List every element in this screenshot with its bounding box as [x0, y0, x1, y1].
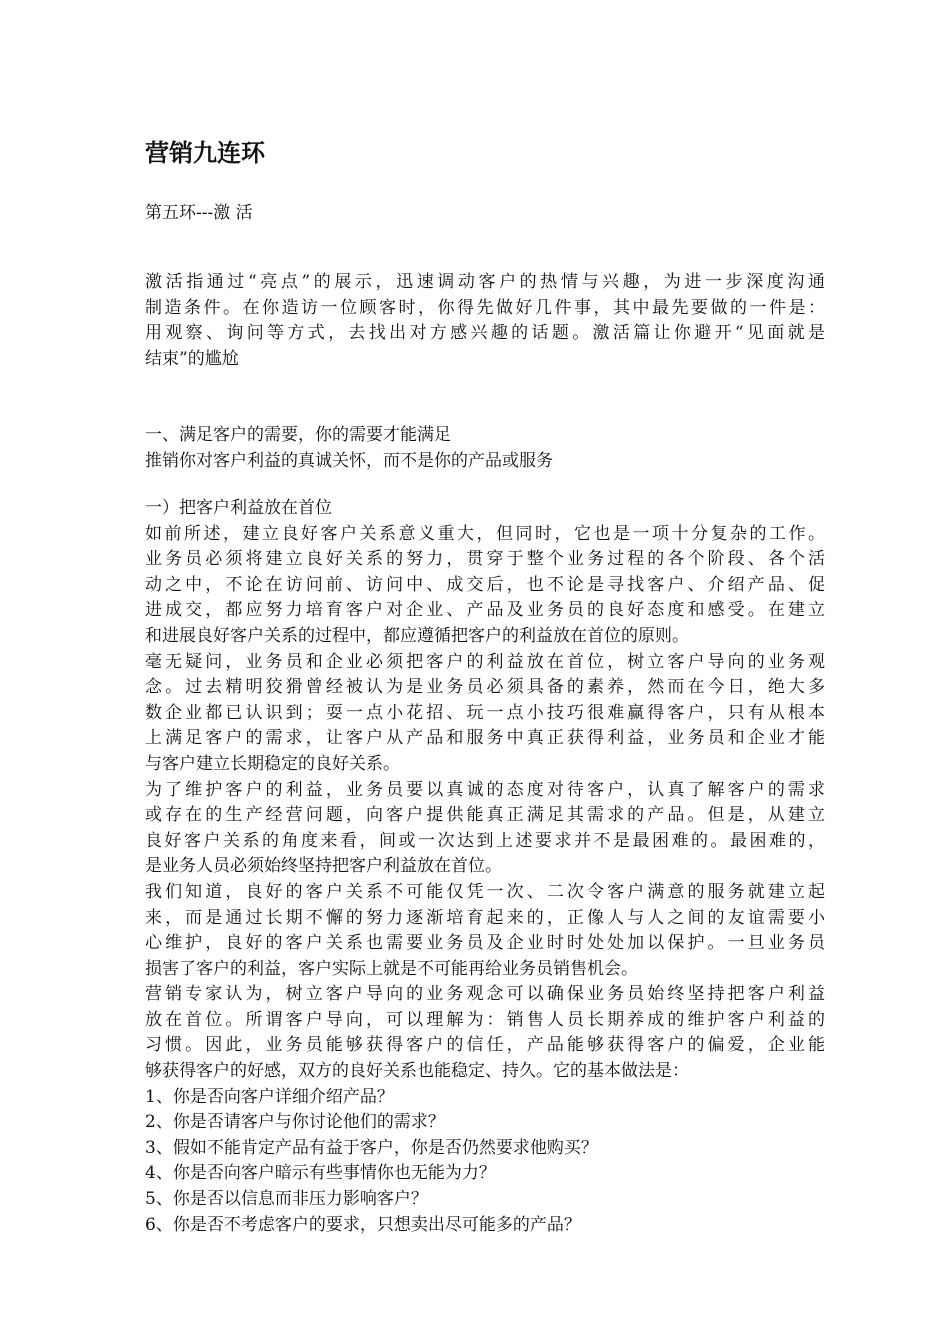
section-2	[145, 496, 825, 1238]
list-item: 1、你是否向客户详细介绍产品？	[145, 1086, 394, 1107]
chapter-subtitle: 第五环---激 活	[145, 203, 253, 223]
document-title: 营销九连环	[145, 139, 265, 167]
list-item: 2、你是否请客户与你讨论他们的需求？	[145, 1112, 445, 1133]
list-item: 3、假如不能肯定产品有益于客户，你是否仍然要求他购买？	[145, 1137, 598, 1158]
subsection-heading: 一）把客户利益放在首位	[145, 498, 332, 518]
body-line: 与客户建立长期稳定的良好关系。	[145, 753, 400, 774]
body-line: 为了维护客户的利益，业务员要以真诚的态度对待客户，认真了解客户的需求	[145, 779, 825, 800]
body-line: 和进展良好客户关系的过程中，都应遵循把客户的利益放在首位的原则。	[145, 625, 689, 646]
list-item: 5、你是否以信息而非压力影响客户？	[145, 1189, 428, 1210]
section-1	[145, 423, 825, 474]
body-line: 够获得客户的好感，双方的良好关系也能稳定、持久。它的基本做法是：	[145, 1061, 689, 1082]
intro-line: 制造条件。在你造访一位顾客时，你得先做好几件事，其中最先要做的一件是：	[145, 297, 825, 318]
intro-line: 用观察、询问等方式，去找出对方感兴趣的话题。激活篇让你避开“见面就是	[145, 323, 825, 344]
body-line: 良好客户关系的角度来看，间或一次达到上述要求并不是最困难的。最困难的，	[145, 830, 825, 851]
list-item: 6、你是否不考虑客户的要求，只想卖出尽可能多的产品？	[145, 1214, 581, 1235]
body-line: 进成交，都应努力培育客户对企业、产品及业务员的良好态度和感受。在建立	[145, 600, 825, 621]
body-line: 业务员必须将建立良好关系的努力，贯穿于整个业务过程的各个阶段、各个活	[145, 549, 825, 570]
body-line: 动之中，不论在访问前、访问中、成交后，也不论是寻找客户、介绍产品、促	[145, 574, 825, 595]
body-line: 数企业都已认识到；耍一点小花招、玩一点小技巧很难赢得客户，只有从根本	[145, 702, 825, 723]
body-line: 营销专家认为，树立客户导向的业务观念可以确保业务员始终坚持把客户利益	[145, 984, 825, 1005]
list-item: 4、你是否向客户暗示有些事情你也无能为力？	[145, 1163, 496, 1184]
body-line: 如前所述，建立良好客户关系意义重大，但同时，它也是一项十分复杂的工作。	[145, 523, 825, 544]
body-line: 上满足客户的需求，让客户从产品和服务中真正获得利益，业务员和企业才能	[145, 728, 825, 749]
section-heading: 一、满足客户的需要，你的需要才能满足	[145, 425, 451, 445]
body-line: 或存在的生产经营问题，向客户提供能真正满足其需求的产品。但是，从建立	[145, 805, 825, 826]
intro-paragraph	[145, 270, 825, 372]
body-line: 来，而是通过长期不懈的努力逐渐培育起来的，正像人与人之间的友谊需要小	[145, 907, 825, 928]
section-subheading: 推销你对客户利益的真诚关怀，而不是你的产品或服务	[145, 450, 553, 471]
body-line: 心维护，良好的客户关系也需要业务员及企业时时处处加以保护。一旦业务员	[145, 933, 825, 954]
body-line: 念。过去精明狡猾曾经被认为是业务员必须具备的素养，然而在今日，绝大多	[145, 677, 825, 698]
body-line: 毫无疑问，业务员和企业必须把客户的利益放在首位，树立客户导向的业务观	[145, 651, 825, 672]
body-line: 我们知道，良好的客户关系不可能仅凭一次、二次令客户满意的服务就建立起	[145, 881, 825, 902]
body-line: 放在首位。所谓客户导向，可以理解为：销售人员长期养成的维护客户利益的	[145, 1009, 825, 1030]
body-line: 是业务人员必须始终坚持把客户利益放在首位。	[145, 856, 502, 877]
body-line: 习惯。因此，业务员能够获得客户的信任，产品能够获得客户的偏爱，企业能	[145, 1035, 825, 1056]
intro-line: 激活指通过“亮点”的展示，迅速调动客户的热情与兴趣，为进一步深度沟通	[145, 272, 825, 292]
intro-line: 结束”的尴尬	[145, 348, 239, 369]
body-line: 损害了客户的利益，客户实际上就是不可能再给业务员销售机会。	[145, 958, 638, 979]
